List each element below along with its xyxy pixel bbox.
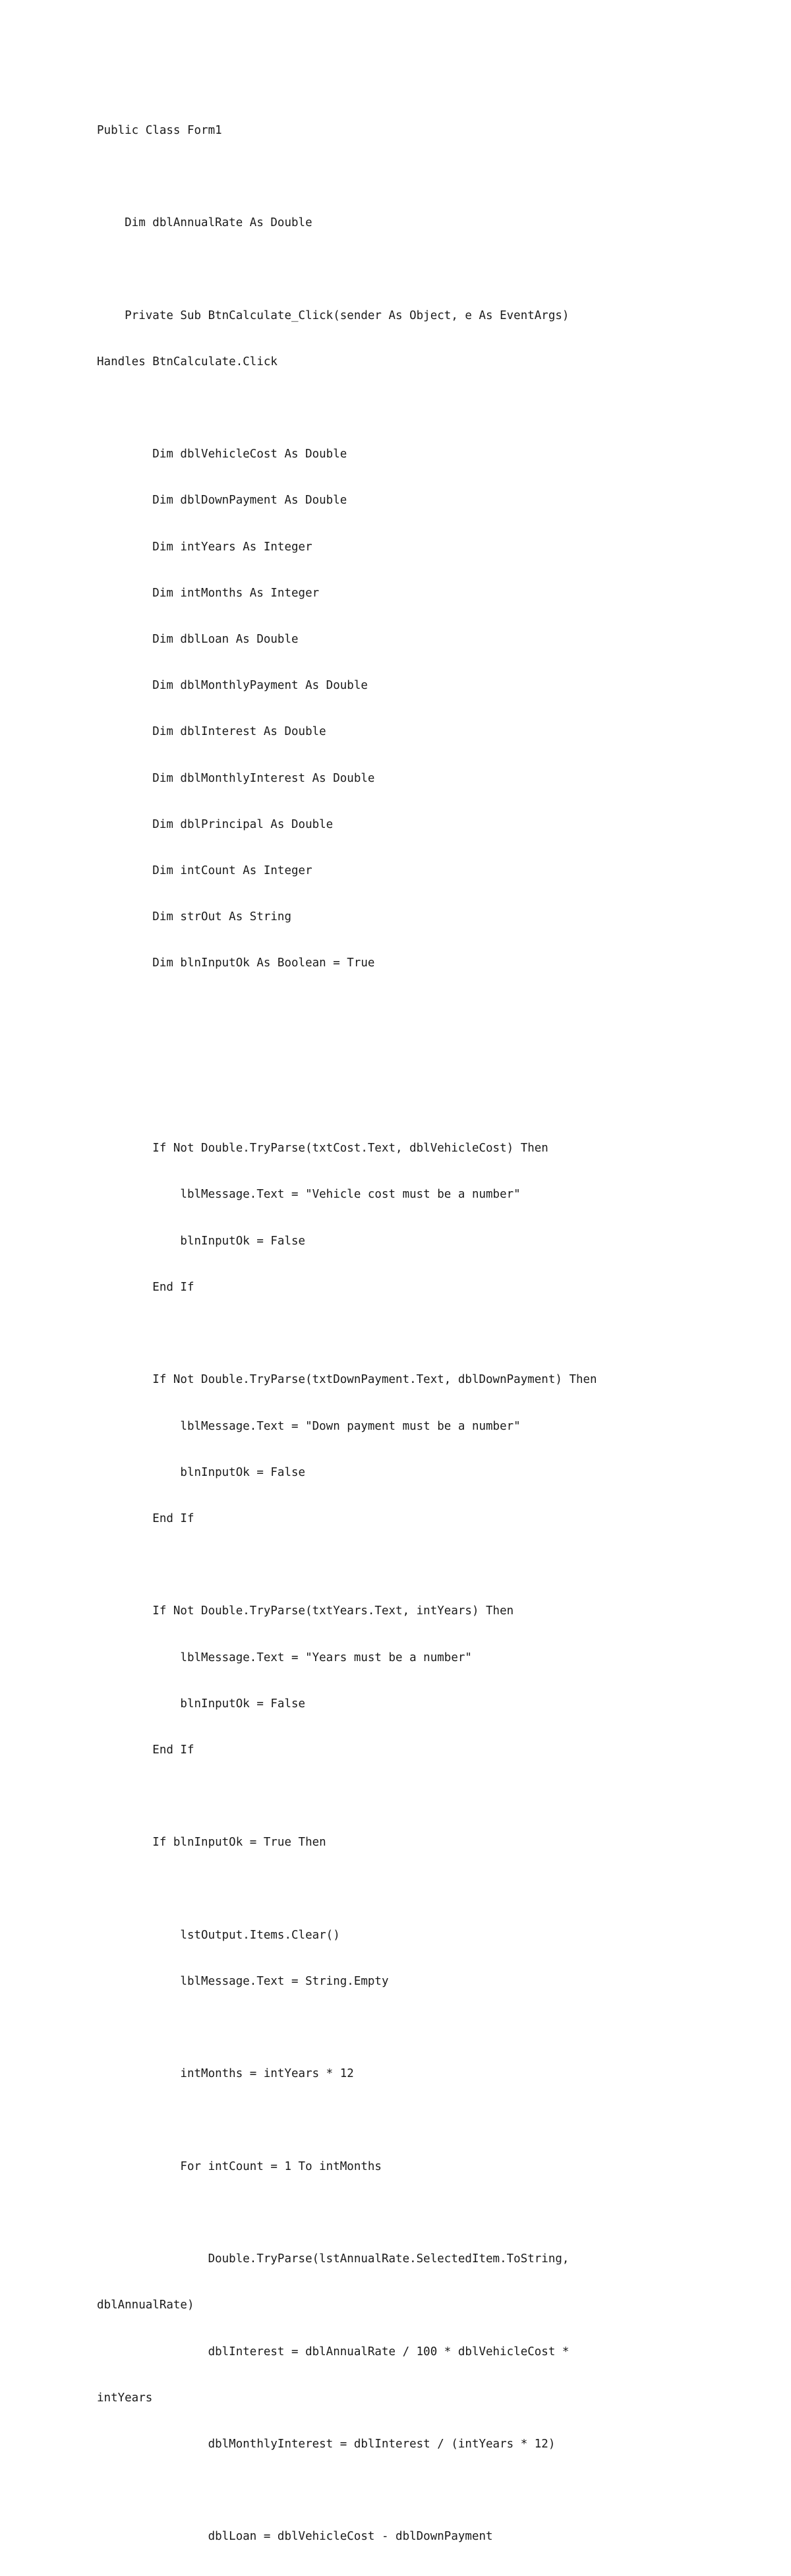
code-line: Dim dblDownPayment As Double [97,494,347,508]
code-line: Dim dblAnnualRate As Double [97,216,312,230]
code-line: intMonths = intYears * 12 [97,2067,354,2081]
code-line: For intCount = 1 To intMonths [97,2159,382,2173]
code-line [97,2113,597,2128]
code-line: lblMessage.Text = "Years must be a number" [97,1651,472,1664]
code-line: Dim intYears As Integer [97,540,312,554]
code-line [97,1095,597,1110]
code-line: Double.TryParse(lstAnnualRate.SelectedItem.ToString, [97,2252,570,2266]
code-line: Public Class Form1 [97,123,222,137]
code-line: dblMonthlyInterest = dblInterest / (intYears * 12) [97,2437,556,2451]
code-line: dblInterest = dblAnnualRate / 100 * dblVehicleCost * [97,2345,570,2358]
code-listing [97,92,597,2576]
code-line: Dim dblVehicleCost As Double [97,448,347,461]
code-line: Dim dblPrincipal As Double [97,817,334,831]
code-line: Dim dblLoan As Double [97,633,299,647]
code-line: Dim dblInterest As Double [97,725,326,739]
code-line: dblAnnualRate) [97,2298,194,2312]
code-line: Dim dblMonthlyPayment As Double [97,679,368,693]
code-line: If Not Double.TryParse(txtCost.Text, dblVehicleCost) Then [97,1142,548,1156]
code-line [97,2206,597,2221]
code-line: If Not Double.TryParse(txtYears.Text, intYears) Then [97,1604,514,1618]
code-line: Dim blnInputOk As Boolean = True [97,956,375,970]
code-line [97,1049,597,1064]
code-line: lblMessage.Text = String.Empty [97,1974,389,1988]
code-line: lblMessage.Text = "Vehicle cost must be a number" [97,1188,521,1202]
code-line: Dim intCount As Integer [97,864,312,878]
code-line [97,401,597,416]
code-line: End If [97,1743,194,1757]
code-line: lblMessage.Text = "Down payment must be a number" [97,1419,521,1433]
code-line: blnInputOk = False [97,1697,306,1711]
code-line [97,1558,597,1573]
code-line: intYears [97,2391,153,2405]
code-line: If blnInputOk = True Then [97,1836,326,1850]
code-line [97,2020,597,2035]
code-line [97,2483,597,2498]
code-line: blnInputOk = False [97,1465,306,1479]
code-line: If Not Double.TryParse(txtDownPayment.Text, dblDownPayment) Then [97,1373,597,1387]
code-line: End If [97,1511,194,1525]
code-line: lstOutput.Items.Clear() [97,1928,340,1942]
code-line [97,169,597,185]
code-line [97,1789,597,1804]
code-line: dblLoan = dblVehicleCost - dblDownPayment [97,2530,493,2544]
code-line [97,1882,597,1897]
code-line: blnInputOk = False [97,1234,306,1248]
code-line: End If [97,1280,194,1294]
code-line [97,262,597,277]
code-line: Handles BtnCalculate.Click [97,355,278,368]
code-line: Dim strOut As String [97,910,292,924]
code-line: Dim dblMonthlyInterest As Double [97,771,375,785]
code-line: Private Sub BtnCalculate_Click(sender As Object, e As EventArgs) [97,308,570,322]
code-line [97,1326,597,1341]
code-line: Dim intMonths As Integer [97,586,320,600]
code-line [97,1003,597,1018]
